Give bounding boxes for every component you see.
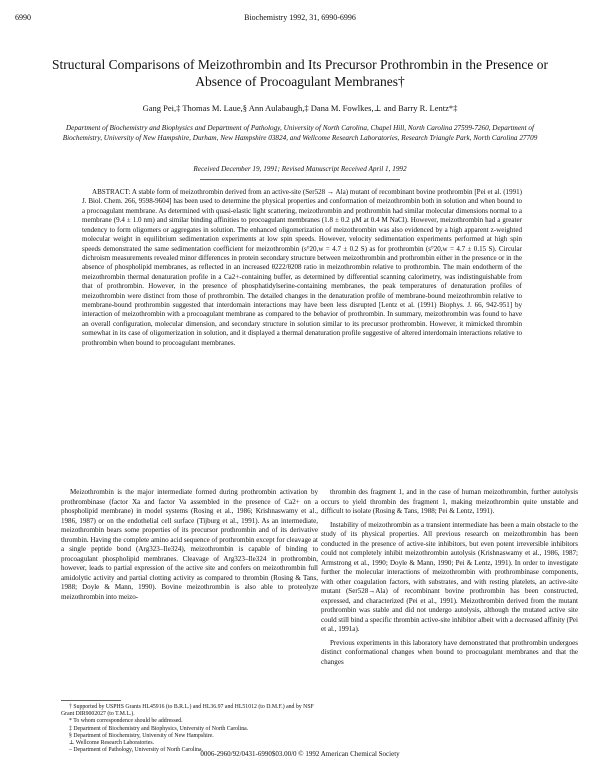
journal-reference: Biochemistry 1992, 31, 6990-6996 — [244, 13, 356, 22]
footnote: – Department of Pathology, University of North Carolina. — [69, 747, 204, 754]
paragraph: thrombin des fragment 1, and in the case of human meizothrombin, further autolysis occurs to yield thrombin des fragment 1, making meizothrombin quite unstable and difficult to isolate (Rosing & Tans, 1988; Pei & Lentz, 1991). — [321, 488, 578, 515]
footnote-divider — [61, 700, 121, 701]
footnote: ‡ Department of Biochemistry and Biophysics, University of North Carolina. — [69, 725, 249, 732]
paragraph: Meizothrombin is the major intermediate formed during prothrombin activation by prothrombinase (factor Xa and factor Va assembled in the presence of Ca2+ on a phospholipid membrane) in model systems (Rosing et al., 1986; Krishnaswamy et al., 1986, 1987) or on the endothelial cell surface (Tijburg et al., 1991). As an intermediate, meizothrombin bears some properties of its precursor prothrombin and of its derivative thrombin. Having the complete amino acid sequence of prothrombin except for cleavage at a single peptide bond (Arg323–Ile324), meizothrombin is capable of binding to procoagulant phospholipid membranes. Cleavage of Arg323–Ile324 in prothrombin, however, leads to partial expression of the active site and confers on meizothrombin full amidolytic activity and partial clotting activity as compared to thrombin (Rosing & Tans, 1988; Doyle & Mann, 1990). Bovine meizothrombin is also able to proteolyze meizothrombin into meizo- — [61, 488, 318, 601]
footnote: § Department of Biochemistry, University of New Hampshire. — [69, 732, 214, 739]
title-divider — [200, 179, 400, 180]
paragraph: Previous experiments in this laboratory have demonstrated that prothrombin undergoes distinct conformational changes when bound to procoagulant membranes and that the changes — [321, 638, 578, 666]
footnote: * To whom correspondence should be addressed. — [69, 718, 183, 725]
affiliations: Department of Biochemistry and Biophysics and Department of Pathology, University of North Carolina, Chapel Hill, North Carolina 27599-7260, Department of Biochemistry, University of New Hampshire, Durham, New Hampshire 03824, and Wellcome Research Laboratories, Research Triangle Park, North Carolina 27709 — [62, 124, 538, 142]
page-number: 6990 — [15, 13, 31, 22]
running-header — [15, 13, 585, 25]
body-column-right — [321, 488, 578, 667]
article-title: Structural Comparisons of Meizothrombin and Its Precursor Prothrombin in the Presence or Absence of Procoagulant Membranes† — [51, 57, 549, 89]
footnote: ⊥ Wellcome Research Laboratories. — [69, 740, 155, 747]
paragraph: Instability of meizothrombin as a transient intermediate has been a main obstacle to the study of its physical properties. All previous research on meizothrombin has been conducted in the presence of active-site inhibitors, but even potent irreversible inhibitors could not completely inhibit meizothrombin autolysis (Krishnaswamy et al., 1986, 1987; Armstrong et al., 1990; Doyle & Mann, 1990; Pei & Lentz, 1991). In order to investigate further the molecular interactions of meizothrombin with prothrombinase components, with other coagulation factors, with substrates, and with resting platelets, an active-site mutant (Ser528→Ala) of recombinant bovine prothrombin has been constructed, expressed, and characterized (Pei et al., 1991). Meizothrombin derived from the mutant prothrombin was stable and did not undergo autolysis, although the mutated active site could still bind a specific thrombin active-site inhibitor albeit with a decreased affinity (Pei et al., 1991a). — [321, 520, 578, 633]
body-column-left — [61, 488, 318, 602]
abstract: ABSTRACT: A stable form of meizothrombin derived from an active-site (Ser528 → Ala) mutant of recombinant bovine prothrombin [Pei et al. (1991) J. Biol. Chem. 266, 9598-9604] has been used to determine the physical properties and conformation of meizothrombin both in solution and when bound to a procoagulant membrane. As determined with quasi-elastic light scattering, meizothrombin and prothrombin had similar molecular dimensions normal to a membrane (9.4 ± 1.0 nm) and similar binding affinities to procoagulant membranes (1.8 ± 0.2 μM at 0.4 M NaCl). However, meizothrombin had a greater tendency to form oligomers or aggregates in solution. The enhanced oligomerization of meizothrombin was also evidenced by a high apparent z-weighted molecular weight in equilibrium sedimentation experiments at low spin speeds. However, velocity sedimentation experiments performed at high spin speeds demonstrated the same sedimentation coefficient for meizothrombin (s°20,w = 4.7 ± 0.2 S) as for prothrombin (s°20,w = 4.7 ± 0.15 S). Circular dichroism measurements revealed minor differences in protein secondary structure between meizothrombin and prothrombin either in the presence or in the absence of phospholipid membranes, as reflected in an increased θ222/θ208 ratio in meizothrombin relative to prothrombin. The main endotherm of the meizothrombin thermal denaturation profile in a Ca2+-containing buffer, as determined by differential scanning calorimetry, was indistinguishable from that of prothrombin. However, in the presence of phosphatidylserine-containing membranes, the peak temperatures of denaturation profiles of meizothrombin were distinct from those of prothrombin. The detailed changes in the denaturation profile of membrane-bound meizothrombin relative to membrane-bound prothrombin suggested that interdomain interactions may have been less disrupted [Lentz et al. (1991) Biophys. J. 66, 942-951] by interaction of meizothrombin with a procoagulant membrane as compared to the behavior of prothrombin. In summary, meizothrombin was found to have an overall configuration, molecular dimension, and secondary structure in solution similar to its precursor prothrombin. However, it mimicked thrombin somewhat in its case of oligomerization in solution, and it displayed a thermal denaturation profile suggestive of altered interdomain interactions relative to prothrombin when bound to procoagulant membranes. — [82, 188, 522, 347]
author-list: Gang Pei,‡ Thomas M. Laue,§ Ann Aulabaugh,‡ Dana M. Fowlkes,⊥ and Barry R. Lentz*‡ — [142, 103, 458, 113]
footnote: † Supported by USPHS Grants HL45916 (to B.R.L.) and HL36.97 and HL51012 (to D.M.F.) and by NSF Grant DIR9002027 (to T.M.L.). — [61, 704, 314, 718]
received-dates: Received December 19, 1991; Revised Manuscript Received April 1, 1992 — [193, 165, 407, 173]
footnotes — [61, 704, 318, 754]
copyright-line: 0006-2960/92/0431-6990$03.00/0 © 1992 American Chemical Society — [200, 750, 400, 758]
